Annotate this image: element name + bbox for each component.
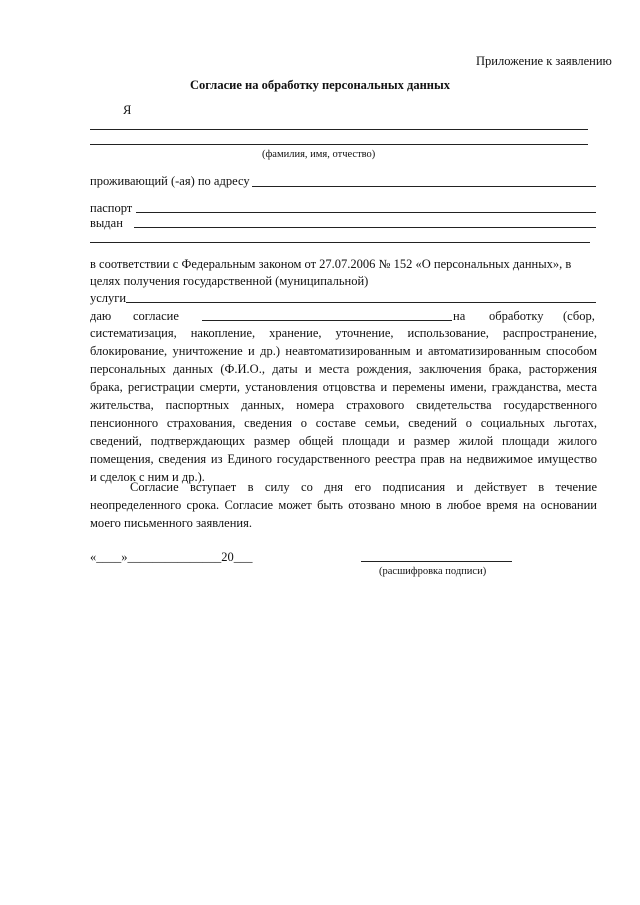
signature-caption: (расшифровка подписи) [379, 566, 487, 577]
paragraph-line: пенсионного страхования, сведения о составе семьи, сведений о социальных льготах, [90, 416, 597, 430]
fio-line-1[interactable] [90, 129, 588, 130]
service-field[interactable] [126, 302, 596, 303]
paragraph-line: жительства, паспортных данных, номера страхового свидетельства государственного [90, 398, 597, 412]
intro-line-2: целях получения государственной (муниципальной) [90, 274, 369, 288]
address-field[interactable] [252, 186, 596, 187]
service-label: услуги [90, 291, 127, 305]
paragraph-line: сведений, подтверждающих размер общей площади и размер жилой площади жилого [90, 434, 597, 448]
date-field[interactable]: «____»_______________20___ [90, 550, 253, 564]
consent-subject-field[interactable] [202, 320, 452, 321]
paragraph-line: персональных данных (Ф.И.О., даты и места рождения, заключения брака, расторжения [90, 362, 597, 376]
passport-label: паспорт [90, 201, 133, 215]
consent-give: даю [90, 309, 112, 323]
fio-caption: (фамилия, имя, отчество) [262, 149, 376, 160]
validity-line: Согласие вступает в силу со дня его подписания и действует в течение [130, 480, 597, 494]
paragraph-line: блокирование, уничтожение и др.) неавтоматизированным и автоматизированным способом [90, 344, 597, 358]
paragraph-line: брака, регистрации смерти, установления отцовства и перемены имени, гражданства, места [90, 380, 597, 394]
consent-collect: (сбор, [563, 309, 595, 323]
validity-line: неопределенного срока. Согласие может быть отозвано мною в любое время на основании [90, 498, 597, 512]
address-label: проживающий (-ая) по адресу [90, 174, 250, 188]
consent-word: согласие [133, 309, 179, 323]
fio-line-2[interactable] [90, 144, 588, 145]
consent-processing: обработку [489, 309, 544, 323]
intro-line-1: в соответствии с Федеральным законом от 27.07.2006 № 152 «О персональных данных», в [90, 257, 572, 271]
issued-field[interactable] [134, 227, 596, 228]
paragraph-line: систематизация, накопление, хранение, уточнение, использование, распространение, [90, 326, 597, 340]
issued-label: выдан [90, 216, 123, 230]
appendix-label: Приложение к заявлению [476, 54, 612, 68]
signature-field[interactable] [361, 561, 512, 562]
paragraph-line: и сделок с ним и др.). [90, 470, 205, 484]
issued-field-2[interactable] [90, 242, 590, 243]
paragraph-line: помещения, сведения из Единого государственного реестра прав на недвижимое имущество [90, 452, 597, 466]
i-label: Я [123, 103, 132, 117]
page-title: Согласие на обработку персональных данных [189, 78, 450, 92]
validity-line: моего письменного заявления. [90, 516, 252, 530]
consent-to: на [453, 309, 466, 323]
passport-field[interactable] [136, 212, 596, 213]
